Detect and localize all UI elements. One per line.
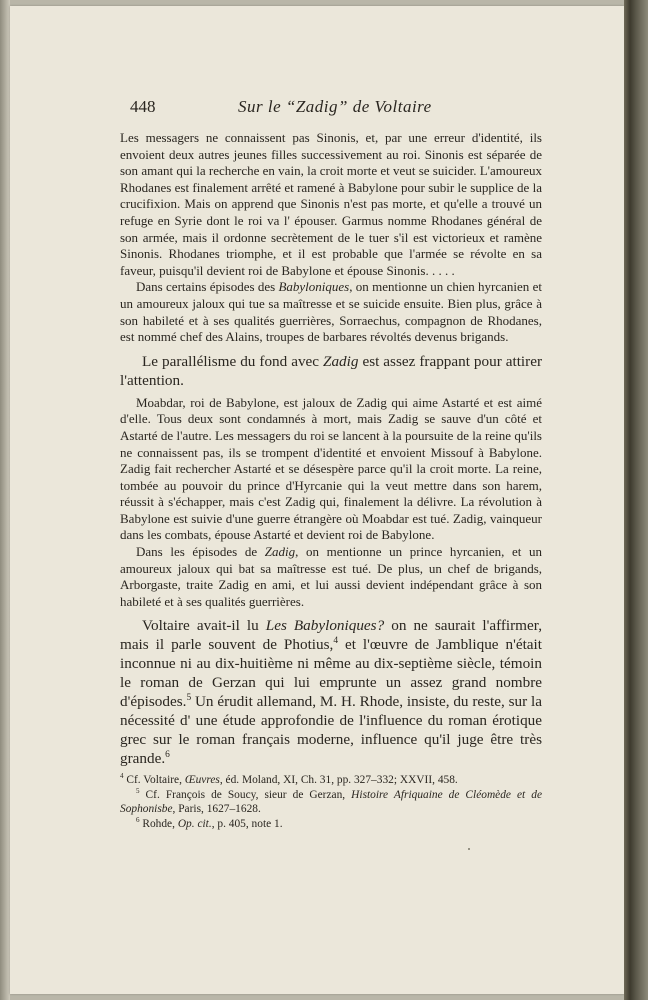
- italic-text: Les Babyloniques?: [265, 617, 385, 635]
- text-run: Le parallélisme du fond avec: [142, 352, 324, 370]
- text-run: Un érudit allemand, M. H. Rhode, insiste, du reste, sur la nécessité d' une étude approfondie de l'influence du roman érotique grec sur le roman français moderne, influence qu'il juge être très grande.: [120, 693, 542, 768]
- footnote-ref: 5: [186, 693, 192, 704]
- book-spine-gutter: [624, 0, 648, 1000]
- italic-text: Zadig: [323, 352, 359, 370]
- paragraphs: [120, 130, 542, 768]
- footnote-ref: 6: [136, 816, 140, 825]
- text-run: , on mentionne un chien hyrcanien et un amoureux jaloux qui tue sa maîtresse et se suicide ensuite. Bien plus, grâce à son habileté et à ses qualités guerrières, Sorraechus, compagnon de Rhodanes, est nommé chef des Alains, troupes de barbares révoltés devenus brigands.: [120, 279, 542, 345]
- text-run: Dans les épisodes de: [136, 544, 265, 560]
- footnote-ref: 5: [136, 787, 140, 796]
- paragraph: [120, 130, 542, 279]
- text-run: , p. 405, note 1.: [211, 817, 283, 830]
- footnote: [120, 788, 542, 817]
- paragraph: [120, 352, 542, 390]
- text-run: Dans certains épisodes des: [136, 279, 279, 295]
- text-run: Cf. Voltaire,: [123, 774, 185, 787]
- footnote-ref: 4: [120, 772, 124, 781]
- text-run: Moabdar, roi de Babylone, est jaloux de Zadig qui aime Astarté et est aimé d'elle. Tous deux sont condamnés à mort, mais Zadig se sauve d'un côté et Astarté de l'autre. Les messagers du roi se lancent à la poursuite de la reine qu'ils ne connaissent pas, ils se trompent d'identité et envoient Missouf à Babylone. Zadig fait rechercher Astarté et se désespère parce qu'il la croit morte. La reine, tombée au pouvoir du prince d'Hyrcanie qui la veut mettre dans son harem, réussit à s'échapper, mais c'est Zadig qui, finalement la délivre. La révolution à Babylone est suivie d'une guerre étrangère où Moabdar est tué. Zadig, vainqueur dans les combats, épouse Astarté et devient roi de Babylone.: [120, 394, 542, 543]
- footnote: [120, 773, 542, 788]
- text-run: Rohde,: [139, 817, 178, 830]
- italic-text: Op. cit.: [177, 817, 212, 830]
- italic-text: Zadig: [264, 544, 296, 560]
- text-run: , on mentionne un prince hyrcanien, et un amoureux jaloux qui bat sa maîtresse est tué. De plus, un chef de brigands, Arborgaste, traite Zadig en ami, et lui aussi devient indépendant grâce à son habileté et à ses qualités guerrières.: [120, 544, 542, 609]
- page-speck: [468, 848, 470, 850]
- italic-text: Histoire Afriquaine de Cléomède et de Sophonisbe: [120, 788, 542, 816]
- running-title: Sur le “Zadig” de Voltaire: [238, 97, 432, 116]
- text-run: Les messagers ne connaissent pas Sinonis, et, par une erreur d'identité, ils envoient deux autres jeunes filles successivement au roi. Sinonis est séparée de son amant qui la recherche en vain, la croit morte et veut se suicider. L'amoureux Rhodanes est finalement arrêté et ramené à Babylone pour subir le supplice de la crucifixion. Mais on apprend que Sinonis n'est pas morte, et qu'elle a trouvé un refuge en Syrie dont le roi va l' épouser. Garmus nomme Rhodanes général de son armée, mais il ordonne secrètement de le tuer s'il est victorieux et ramène Sinonis. Rhodanes triomphe, et il est probable que l'armée se révolte en sa faveur, puisqu'il devient roi de Babylone et épouse Sinonis. . . . .: [120, 130, 542, 278]
- text-run: on ne saurait l'affirmer, mais il parle souvent de Photius,: [120, 617, 542, 654]
- running-header: [130, 97, 550, 117]
- paragraph: [120, 279, 542, 345]
- text-run: Voltaire avait-il lu: [142, 617, 266, 635]
- text-run: , éd. Moland, XI, Ch. 31, pp. 327–332; XXVII, 458.: [219, 774, 458, 787]
- text-run: , Paris, 1627–1628.: [172, 803, 261, 816]
- text-run: Cf. François de Soucy, sieur de Gerzan,: [139, 788, 352, 801]
- italic-text: Œuvres: [184, 774, 220, 787]
- text-run: est assez frappant pour attirer l'attention.: [120, 352, 543, 389]
- footnote-ref: 6: [165, 750, 170, 761]
- footnote: [120, 817, 542, 832]
- paragraph: [120, 544, 542, 610]
- footnote-ref: 4: [333, 636, 339, 647]
- paragraph: [120, 616, 542, 768]
- scan-left-edge: [0, 0, 10, 1000]
- text-run: et l'œuvre de Jamblique n'était inconnue ni au dix-huitième ni même au dix-septième siècle, témoin le roman de Gerzan qui lui emprunte un assez grand nombre d'épisodes.: [120, 636, 542, 711]
- footnotes: [120, 773, 542, 831]
- page-number: 448: [130, 97, 156, 116]
- body-text: [120, 130, 542, 831]
- italic-text: Babyloniques: [278, 279, 350, 295]
- paragraph: [120, 395, 542, 544]
